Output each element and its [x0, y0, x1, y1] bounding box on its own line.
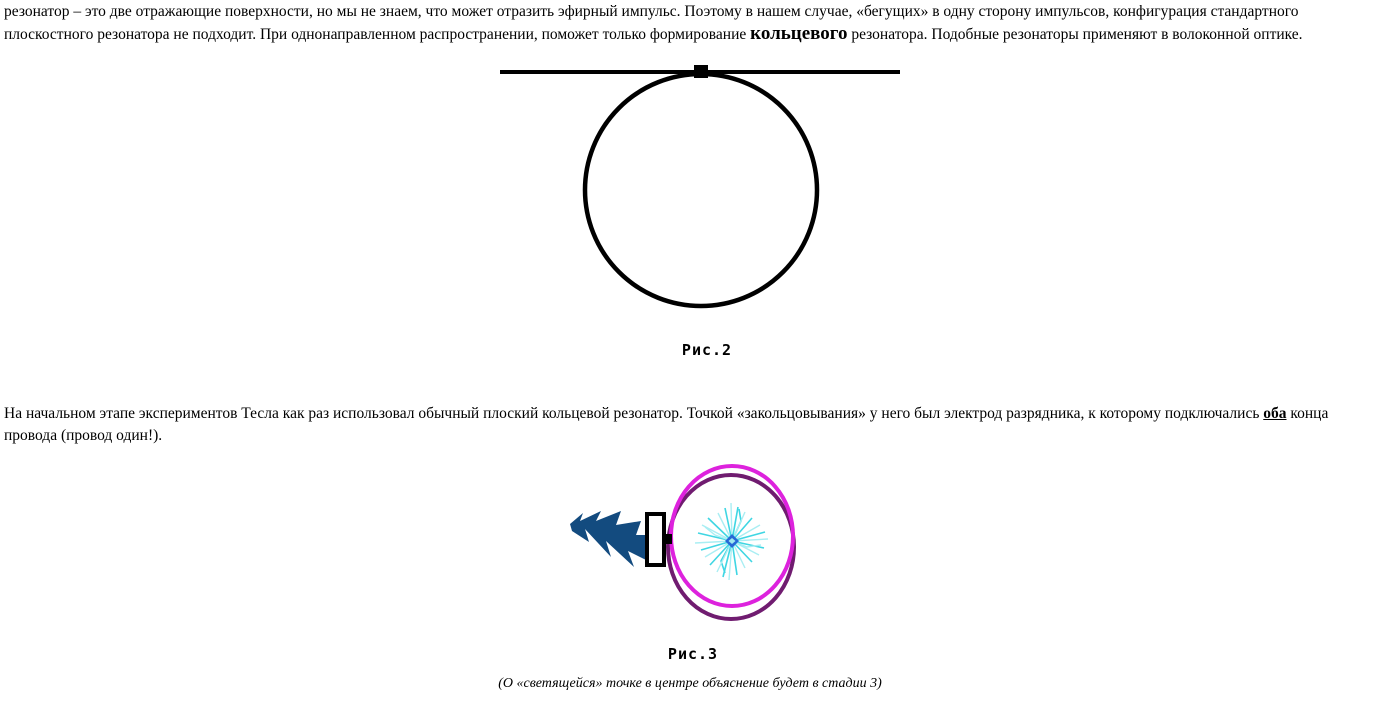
paragraph-resonator-text-after: резонатора. Подобные резонаторы применяют в волоконной оптике.: [847, 26, 1303, 43]
electrode-rect: [647, 514, 664, 565]
paragraph-tesla-text-before: На начальном этапе экспериментов Тесла как раз использовал обычный плоский кольцевой резонатор. Точкой «закольцовывания» у него был электрод разрядника, к которому подключались: [4, 405, 1264, 422]
paragraph-tesla: [4, 403, 1374, 447]
figure3-caption: Рис.3: [667, 645, 719, 663]
lightning-icon: [570, 511, 652, 567]
paragraph-resonator: [4, 1, 1374, 46]
figure3-note: (О «светящейся» точке в центре объяснение будет в стадии 3): [498, 676, 882, 691]
coupling-point-square: [694, 65, 708, 78]
figure2-ring-resonator: [450, 55, 960, 320]
bold-word-ring: кольцевого: [750, 23, 848, 44]
electrode-contact-nub: [665, 534, 672, 544]
figure2-caption: Рис.2: [681, 341, 733, 359]
paragraph-resonator-text-before: резонатор – это две отражающие поверхности, но мы не знаем, что может отразить эфирный импульс. Поэтому в нашем случае, «бегущих» в одну сторону импульсов, конфигурация стандартного плоскостного резонатора не подходит. При однонаправленном распространении, поможет только формирование: [4, 3, 1299, 43]
bold-word-both: оба: [1263, 405, 1287, 422]
paragraph-tesla-text-after: конца провода (провод один!).: [4, 405, 1329, 444]
figure3-tesla-resonator: [555, 455, 815, 630]
ring-resonator-circle: [585, 74, 817, 306]
